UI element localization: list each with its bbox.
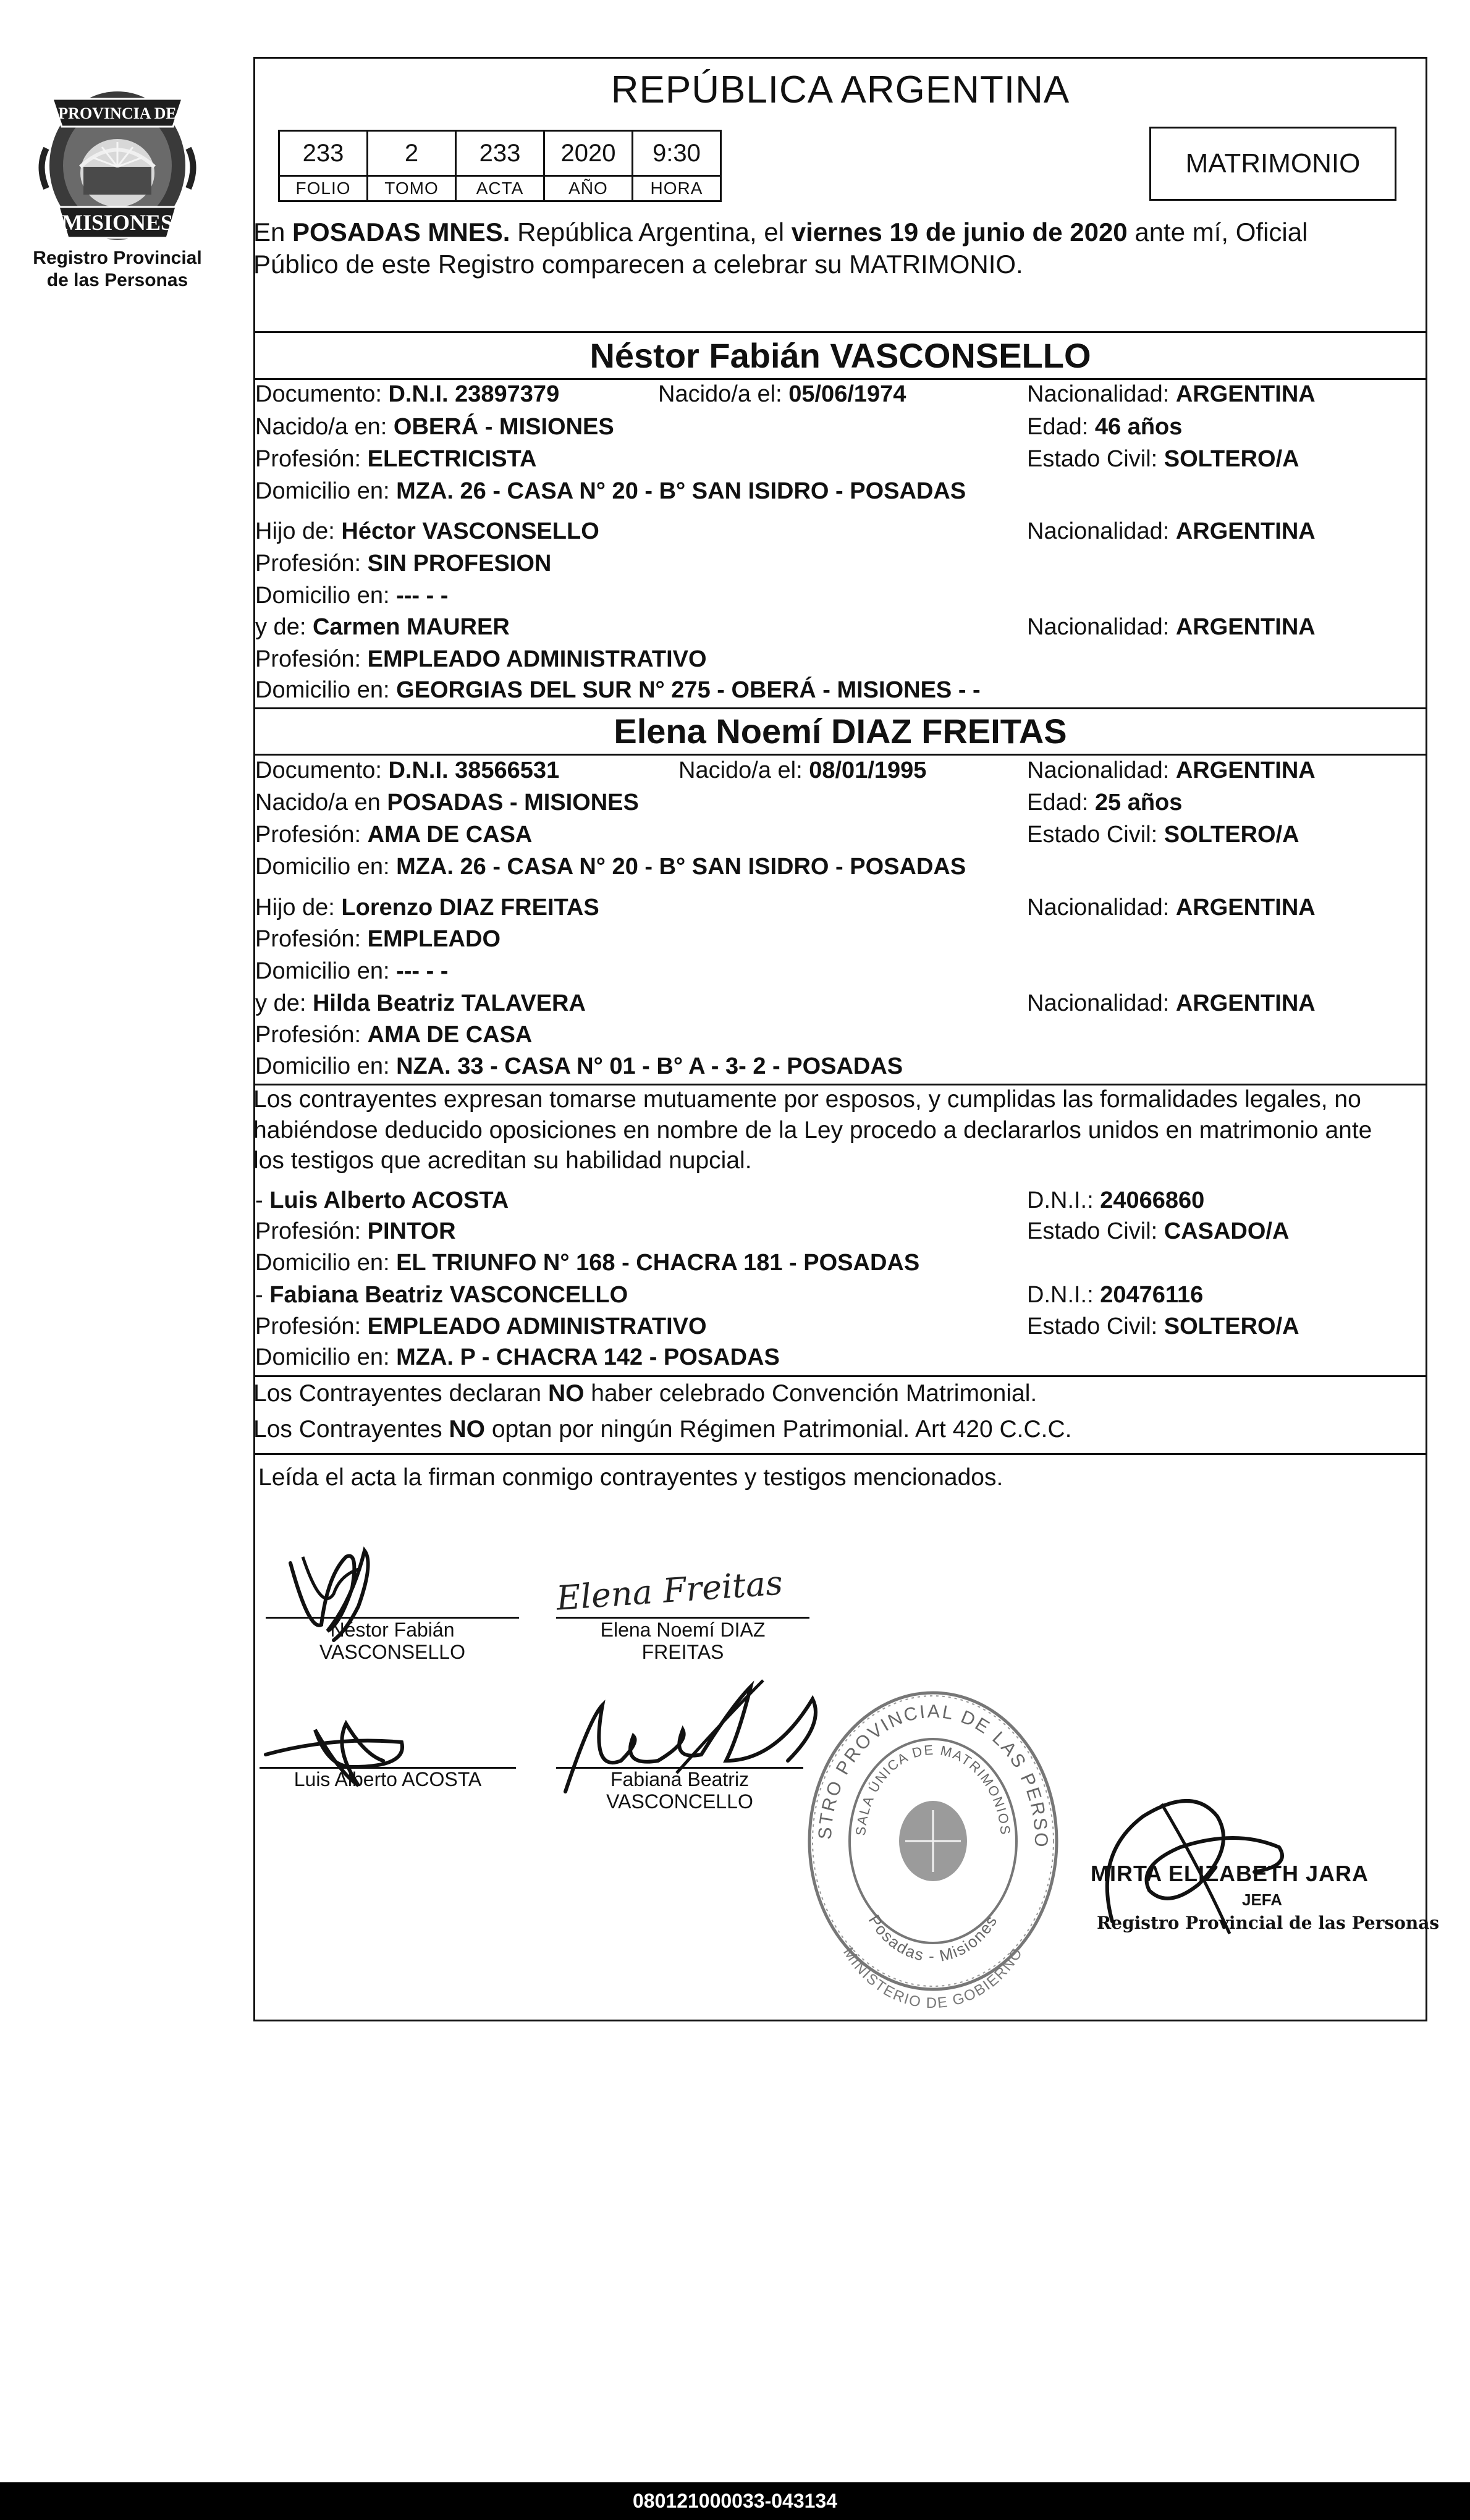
groom-documento (255, 380, 559, 408)
value: SIN PROFESION (367, 550, 552, 576)
value: --- - - (396, 583, 449, 609)
value: SOLTERO/A (1164, 1313, 1299, 1339)
label: Estado Civil: (1027, 1313, 1164, 1339)
text: Los Contrayentes declaran (253, 1380, 548, 1407)
value: Héctor VASCONSELLO (341, 518, 599, 544)
label: Domicilio en: (255, 677, 397, 703)
value: AMA DE CASA (367, 1022, 533, 1048)
label: Nacido/a en: (255, 414, 394, 440)
logo-caption (12, 247, 222, 292)
groom-padre (255, 517, 599, 546)
witness-1-name (255, 1186, 509, 1215)
value: EMPLEADO ADMINISTRATIVO (367, 1313, 707, 1339)
value: 20476116 (1100, 1282, 1204, 1308)
caption-line: Fabiana Beatriz (610, 1768, 750, 1790)
value: Lorenzo DIAZ FREITAS (341, 895, 599, 921)
folio-label: FOLIO (279, 176, 368, 201)
tomo-value: 2 (368, 131, 456, 176)
caption-line: VASCONCELLO (606, 1790, 753, 1813)
intro-text: ante mí, Oficial (1127, 217, 1308, 247)
hora-value: 9:30 (633, 131, 721, 176)
bride-domicilio (255, 853, 966, 881)
label: Domicilio en: (255, 1250, 397, 1276)
label: Profesión: (255, 1218, 368, 1244)
prefix: - (255, 1282, 270, 1308)
groom-madre-nacionalidad (1027, 613, 1316, 641)
stamp-ministry-text-path: MINISTERIO DE GOBIERNO (840, 1944, 1026, 2012)
folio-value: 233 (279, 131, 368, 176)
witness-2-name (255, 1281, 628, 1309)
label: Nacido/a el: (658, 381, 789, 407)
bride-madre-nacionalidad (1027, 989, 1316, 1018)
value: EMPLEADO ADMINISTRATIVO (367, 646, 707, 672)
label: Edad: (1027, 414, 1095, 440)
label: Profesión: (255, 1022, 368, 1048)
text-bold: NO (449, 1416, 486, 1443)
label: Domicilio en: (255, 1344, 397, 1370)
value: MZA. P - CHACRA 142 - POSADAS (396, 1344, 780, 1370)
witness-2-dni (1027, 1281, 1203, 1309)
regime-statement (253, 1415, 1424, 1444)
bride-padre-profesion (255, 925, 501, 953)
caption-line: Elena Noemí DIAZ (600, 1619, 766, 1641)
official-name: MIRTA ELIZABETH JARA (1091, 1861, 1369, 1886)
seal-emblem-icon (34, 74, 201, 253)
declaration-line-3: los testigos que acreditan su habilidad nupcial. (253, 1147, 752, 1174)
value: ARGENTINA (1175, 614, 1316, 640)
bride-madre (255, 989, 586, 1018)
bride-nacionalidad (1027, 756, 1316, 785)
value: MZA. 26 - CASA N° 20 - B° SAN ISIDRO - POSADAS (396, 478, 966, 504)
value: EL TRIUNFO N° 168 - CHACRA 181 - POSADAS (396, 1250, 920, 1276)
bride-profesion (255, 820, 532, 849)
seal-bottom-text: MISIONES (61, 210, 174, 235)
label: Nacionalidad: (1027, 381, 1176, 407)
divider (253, 331, 1427, 333)
bride-documento (255, 756, 559, 785)
witness-2-estado-civil (1027, 1312, 1299, 1341)
value: AMA DE CASA (367, 822, 533, 848)
label: Nacionalidad: (1027, 614, 1176, 640)
caption-line: Néstor Fabián (330, 1619, 455, 1641)
witness-1-domicilio (255, 1249, 919, 1277)
witness-1-dni (1027, 1186, 1204, 1215)
label: Profesión: (255, 1313, 368, 1339)
value: D.N.I. 38566531 (388, 757, 560, 783)
declaration-line-1: Los contrayentes expresan tomarse mutuamente por esposos, y cumplidas las formalidades legales, no (253, 1086, 1361, 1113)
value: POSADAS - MISIONES (387, 790, 639, 815)
bride-handwritten-signature: Elena Freitas (555, 1563, 784, 1618)
province-seal-logo (34, 74, 201, 253)
logo-caption-line1: Registro Provincial (33, 248, 202, 268)
caption-line: VASCONSELLO (319, 1641, 465, 1663)
value: 46 años (1094, 414, 1183, 440)
convention-statement (253, 1379, 1424, 1409)
value: 25 años (1094, 790, 1183, 815)
witness-2-signature-caption (556, 1768, 803, 1813)
anio-value: 2020 (544, 131, 633, 176)
value: ELECTRICISTA (367, 446, 537, 472)
label: Documento: (255, 757, 389, 783)
groom-domicilio (255, 477, 966, 505)
caption-line: FREITAS (641, 1641, 724, 1663)
divider (253, 1453, 1427, 1455)
value: 05/06/1974 (788, 381, 906, 407)
divider (253, 754, 1427, 756)
value: Luis Alberto ACOSTA (269, 1187, 509, 1213)
label: Nacionalidad: (1027, 990, 1176, 1016)
official-office: Registro Provincial de las Personas (1097, 1913, 1440, 1933)
label: Profesión: (255, 822, 368, 848)
label: Nacionalidad: (1027, 895, 1176, 921)
witness-2-profesion (255, 1312, 707, 1341)
bride-signature-caption (556, 1619, 809, 1663)
label: Estado Civil: (1027, 822, 1164, 848)
intro-place: POSADAS MNES. (292, 217, 510, 247)
value: Carmen MAURER (312, 614, 510, 640)
label: D.N.I.: (1027, 1282, 1100, 1308)
witness-1-estado-civil (1027, 1217, 1289, 1245)
value: --- - - (396, 958, 449, 984)
groom-nacido-el (658, 380, 906, 408)
bride-madre-profesion (255, 1021, 532, 1049)
label: Domicilio en: (255, 583, 397, 609)
label: Hijo de: (255, 518, 342, 544)
declaration-line-2: habiéndose deducido oposiciones en nombre de la Ley procedo a declararlos unidos en matrimonio ante (253, 1117, 1372, 1144)
label: Profesión: (255, 550, 368, 576)
value: NZA. 33 - CASA N° 01 - B° A - 3- 2 - POSADAS (396, 1053, 903, 1079)
official-stamp-icon (788, 1667, 1069, 2012)
value: ARGENTINA (1175, 895, 1316, 921)
intro-line-2: Público de este Registro comparecen a celebrar su MATRIMONIO. (253, 250, 1023, 279)
bride-padre (255, 893, 599, 922)
groom-padre-profesion (255, 549, 551, 578)
bride-padre-domicilio (255, 957, 448, 985)
value: SOLTERO/A (1164, 822, 1299, 848)
label: Edad: (1027, 790, 1095, 815)
value: Fabiana Beatriz VASCONCELLO (269, 1282, 628, 1308)
bride-padre-nacionalidad (1027, 893, 1316, 922)
bride-edad (1027, 788, 1182, 817)
label: y de: (255, 614, 313, 640)
value: D.N.I. 23897379 (388, 381, 560, 407)
bride-nacido-en (255, 788, 639, 817)
value: CASADO/A (1164, 1218, 1290, 1244)
divider (253, 1375, 1427, 1377)
stamp-inner-text-path: SALA ÚNICA DE MATRIMONIOS (853, 1742, 1013, 1837)
value: OBERÁ - MISIONES (393, 414, 614, 440)
intro-line-1 (253, 215, 1421, 250)
anio-label: AÑO (544, 176, 633, 201)
bride-madre-domicilio (255, 1052, 903, 1081)
text: haber celebrado Convención Matrimonial. (584, 1380, 1037, 1407)
label: Profesión: (255, 926, 368, 952)
groom-madre (255, 613, 510, 641)
hora-label: HORA (633, 176, 721, 201)
label: Nacionalidad: (1027, 518, 1176, 544)
stamp-bottom-text (865, 1911, 1001, 1965)
label: Profesión: (255, 646, 368, 672)
value: ARGENTINA (1175, 381, 1316, 407)
label: Hijo de: (255, 895, 342, 921)
groom-signature-caption (266, 1619, 519, 1663)
text-bold: NO (547, 1380, 585, 1407)
label: D.N.I.: (1027, 1187, 1100, 1213)
label: y de: (255, 990, 313, 1016)
groom-name: Néstor Fabián VASCONSELLO (589, 336, 1091, 375)
official-title: JEFA (1242, 1890, 1283, 1909)
label: Domicilio en: (255, 958, 397, 984)
text: optan por ningún Régimen Patrimonial. Art 420 C.C.C. (485, 1416, 1072, 1443)
label: Documento: (255, 381, 389, 407)
value: ARGENTINA (1175, 990, 1316, 1016)
bride-nacido-el (678, 756, 926, 785)
text: Los Contrayentes (253, 1416, 449, 1443)
groom-estado-civil (1027, 445, 1299, 473)
intro-text: En (253, 217, 293, 247)
value: 08/01/1995 (809, 757, 927, 783)
seal-top-text: PROVINCIA DE (58, 104, 177, 122)
label: Domicilio en: (255, 1053, 397, 1079)
label: Nacionalidad: (1027, 757, 1176, 783)
footer-code-bar: 080121000033-043134 (0, 2482, 1470, 2520)
groom-padre-domicilio (255, 581, 448, 610)
value: 24066860 (1100, 1187, 1205, 1213)
label: Nacido/a el: (678, 757, 809, 783)
label: Domicilio en: (255, 854, 397, 880)
groom-madre-domicilio (255, 676, 981, 704)
logo-caption-line2: de las Personas (46, 270, 188, 290)
document-title: REPÚBLICA ARGENTINA (610, 69, 1070, 111)
groom-nacionalidad (1027, 380, 1316, 408)
closing-statement: Leída el acta la firman conmigo contrayentes y testigos mencionados. (258, 1464, 1003, 1491)
value: GEORGIAS DEL SUR N° 275 - OBERÁ - MISIONES - - (396, 677, 981, 703)
value: PINTOR (367, 1218, 456, 1244)
prefix: - (255, 1187, 270, 1213)
groom-nacido-en (255, 413, 614, 441)
label: Domicilio en: (255, 478, 397, 504)
stamp-outer-text-path: REGISTRO PROVINCIAL DE LAS PERSONAS (788, 1667, 1052, 1849)
value: ARGENTINA (1175, 757, 1316, 783)
intro-date: viernes 19 de junio de 2020 (791, 217, 1128, 247)
value: ARGENTINA (1175, 518, 1316, 544)
value: MZA. 26 - CASA N° 20 - B° SAN ISIDRO - POSADAS (396, 854, 966, 880)
value: EMPLEADO (367, 926, 501, 952)
bride-name: Elena Noemí DIAZ FREITAS (614, 712, 1067, 751)
stamp-bottom-text-path: Posadas - Misiones (864, 1911, 1002, 1966)
value: SOLTERO/A (1164, 446, 1299, 472)
bride-estado-civil (1027, 820, 1299, 849)
witness-1-profesion (255, 1217, 456, 1245)
label: Nacido/a en (255, 790, 387, 815)
intro-text: República Argentina, el (510, 217, 792, 247)
acta-value: 233 (456, 131, 544, 176)
groom-madre-profesion (255, 645, 707, 673)
label: Estado Civil: (1027, 1218, 1164, 1244)
groom-padre-nacionalidad (1027, 517, 1316, 546)
value: Hilda Beatriz TALAVERA (312, 990, 586, 1016)
label: Profesión: (255, 446, 368, 472)
groom-edad (1027, 413, 1182, 441)
tomo-label: TOMO (368, 176, 456, 201)
acta-label: ACTA (456, 176, 544, 201)
witness-2-domicilio (255, 1343, 780, 1372)
document-type-box: MATRIMONIO (1149, 127, 1396, 201)
groom-profesion (255, 445, 536, 473)
registry-data-table (278, 130, 722, 202)
label: Estado Civil: (1027, 446, 1164, 472)
witness-1-signature-caption: Luis Alberto ACOSTA (294, 1768, 482, 1790)
